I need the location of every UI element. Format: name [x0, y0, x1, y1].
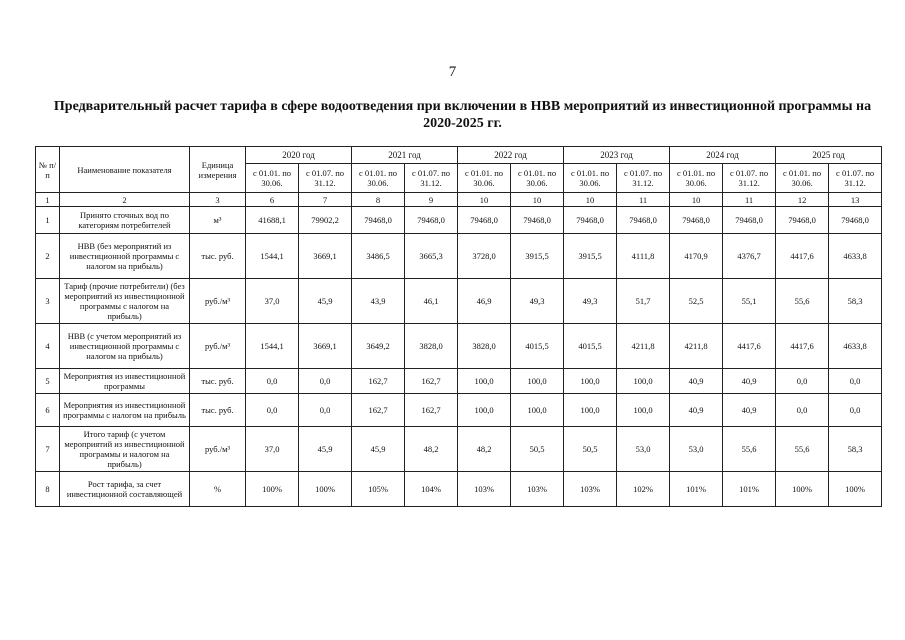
value-cell: 3915,5 [511, 234, 564, 279]
value-cell: 100% [776, 472, 829, 507]
value-cell: 4417,6 [723, 324, 776, 369]
table-row [36, 279, 882, 324]
header-year: 2020 год [246, 147, 352, 164]
value-cell: 49,3 [564, 279, 617, 324]
row-number: 5 [36, 369, 60, 394]
table-row [36, 207, 882, 234]
value-cell: 45,9 [299, 427, 352, 472]
value-cell: 4417,6 [776, 234, 829, 279]
value-cell: 53,0 [617, 427, 670, 472]
value-cell: 48,2 [458, 427, 511, 472]
value-cell: 0,0 [299, 369, 352, 394]
value-cell: 1544,1 [246, 234, 299, 279]
value-cell: 79468,0 [405, 207, 458, 234]
value-cell: 4211,8 [670, 324, 723, 369]
value-cell: 101% [670, 472, 723, 507]
unit: тыс. руб. [190, 394, 246, 427]
unit: руб./м³ [190, 427, 246, 472]
value-cell: 45,9 [299, 279, 352, 324]
value-cell: 49,3 [511, 279, 564, 324]
value-cell: 79468,0 [776, 207, 829, 234]
value-cell: 51,7 [617, 279, 670, 324]
value-cell: 40,9 [723, 394, 776, 427]
value-cell: 4111,8 [617, 234, 670, 279]
indicator-name: Рост тарифа, за счет инвестиционной составляющей [60, 472, 190, 507]
header-period: с 01.01. по 30.06. [458, 164, 511, 193]
value-cell: 79468,0 [564, 207, 617, 234]
value-cell: 55,6 [776, 427, 829, 472]
value-cell: 4633,8 [829, 324, 882, 369]
tariff-table [35, 146, 882, 507]
value-cell: 50,5 [511, 427, 564, 472]
value-cell: 100,0 [458, 369, 511, 394]
value-cell: 3669,1 [299, 324, 352, 369]
document-title: Предварительный расчет тарифа в сфере водоотведения при включении в НВВ мероприятий из инвестиционной программы на 2020-2025 гг. [53, 99, 872, 131]
value-cell: 79468,0 [829, 207, 882, 234]
table-row [36, 324, 882, 369]
value-cell: 162,7 [405, 394, 458, 427]
column-number: 12 [776, 193, 829, 207]
value-cell: 4170,9 [670, 234, 723, 279]
header-period: с 01.01. по 30.06. [670, 164, 723, 193]
column-number: 13 [829, 193, 882, 207]
value-cell: 58,3 [829, 427, 882, 472]
column-number: 11 [723, 193, 776, 207]
value-cell: 0,0 [829, 394, 882, 427]
header-year: 2024 год [670, 147, 776, 164]
column-number: 7 [299, 193, 352, 207]
value-cell: 103% [458, 472, 511, 507]
value-cell: 55,1 [723, 279, 776, 324]
row-number: 7 [36, 427, 60, 472]
value-cell: 104% [405, 472, 458, 507]
value-cell: 100% [299, 472, 352, 507]
indicator-name: Мероприятия из инвестиционной программы [60, 369, 190, 394]
value-cell: 3915,5 [564, 234, 617, 279]
value-cell: 0,0 [776, 369, 829, 394]
value-cell: 100,0 [617, 369, 670, 394]
header-period: с 01.07. по 31.12. [405, 164, 458, 193]
indicator-name: НВВ (без мероприятий из инвестиционной программы с налогом на прибыль) [60, 234, 190, 279]
table-row [36, 234, 882, 279]
header-year: 2023 год [564, 147, 670, 164]
column-number-row [36, 193, 882, 207]
value-cell: 79468,0 [617, 207, 670, 234]
unit: тыс. руб. [190, 369, 246, 394]
indicator-name: Мероприятия из инвестиционной программы с налогом на прибыль [60, 394, 190, 427]
value-cell: 4211,8 [617, 324, 670, 369]
value-cell: 41688,1 [246, 207, 299, 234]
value-cell: 3649,2 [352, 324, 405, 369]
unit: % [190, 472, 246, 507]
row-number: 1 [36, 207, 60, 234]
value-cell: 53,0 [670, 427, 723, 472]
column-number: 11 [617, 193, 670, 207]
column-number: 8 [352, 193, 405, 207]
value-cell: 0,0 [829, 369, 882, 394]
value-cell: 1544,1 [246, 324, 299, 369]
value-cell: 79902,2 [299, 207, 352, 234]
header-period: с 01.01. по 30.06. [246, 164, 299, 193]
column-number: 2 [60, 193, 190, 207]
indicator-name: Тариф (прочие потребители) (без мероприятий из инвестиционной программы с налогом на прибыль) [60, 279, 190, 324]
value-cell: 40,9 [670, 369, 723, 394]
column-number: 10 [670, 193, 723, 207]
value-cell: 79468,0 [723, 207, 776, 234]
value-cell: 3828,0 [458, 324, 511, 369]
value-cell: 105% [352, 472, 405, 507]
value-cell: 103% [511, 472, 564, 507]
value-cell: 3728,0 [458, 234, 511, 279]
header-period: с 01.01. по 30.06. [776, 164, 829, 193]
value-cell: 50,5 [564, 427, 617, 472]
header-period: с 01.07. по 31.12. [617, 164, 670, 193]
value-cell: 3669,1 [299, 234, 352, 279]
header-year: 2021 год [352, 147, 458, 164]
indicator-name: Итого тариф (с учетом мероприятий из инвестиционной программы и налогом на прибыль) [60, 427, 190, 472]
value-cell: 45,9 [352, 427, 405, 472]
column-number: 10 [511, 193, 564, 207]
header-period: с 01.01. по 30.06. [511, 164, 564, 193]
value-cell: 55,6 [776, 279, 829, 324]
value-cell: 46,9 [458, 279, 511, 324]
row-number: 8 [36, 472, 60, 507]
value-cell: 100,0 [458, 394, 511, 427]
indicator-name: НВВ (с учетом мероприятий из инвестиционной программы с налогом на прибыль) [60, 324, 190, 369]
value-cell: 37,0 [246, 279, 299, 324]
column-number: 10 [458, 193, 511, 207]
value-cell: 100,0 [564, 369, 617, 394]
header-year: 2022 год [458, 147, 564, 164]
value-cell: 0,0 [776, 394, 829, 427]
value-cell: 4633,8 [829, 234, 882, 279]
row-number: 2 [36, 234, 60, 279]
value-cell: 48,2 [405, 427, 458, 472]
value-cell: 3486,5 [352, 234, 405, 279]
header-year: 2025 год [776, 147, 882, 164]
value-cell: 58,3 [829, 279, 882, 324]
value-cell: 79468,0 [670, 207, 723, 234]
header-period: с 01.07. по 31.12. [299, 164, 352, 193]
value-cell: 162,7 [352, 369, 405, 394]
table-row [36, 394, 882, 427]
value-cell: 101% [723, 472, 776, 507]
value-cell: 46,1 [405, 279, 458, 324]
value-cell: 162,7 [405, 369, 458, 394]
row-number: 4 [36, 324, 60, 369]
header-name: Наименование показателя [60, 147, 190, 193]
value-cell: 100,0 [511, 369, 564, 394]
value-cell: 4015,5 [511, 324, 564, 369]
header-num: № п/п [36, 147, 60, 193]
column-number: 9 [405, 193, 458, 207]
table-row [36, 427, 882, 472]
value-cell: 100% [246, 472, 299, 507]
unit: тыс. руб. [190, 234, 246, 279]
header-period: с 01.01. по 30.06. [564, 164, 617, 193]
unit: м³ [190, 207, 246, 234]
value-cell: 102% [617, 472, 670, 507]
table-row [36, 472, 882, 507]
value-cell: 100% [829, 472, 882, 507]
value-cell: 100,0 [564, 394, 617, 427]
value-cell: 55,6 [723, 427, 776, 472]
value-cell: 0,0 [299, 394, 352, 427]
column-number: 6 [246, 193, 299, 207]
value-cell: 0,0 [246, 369, 299, 394]
value-cell: 40,9 [723, 369, 776, 394]
column-number: 10 [564, 193, 617, 207]
value-cell: 3665,3 [405, 234, 458, 279]
value-cell: 37,0 [246, 427, 299, 472]
value-cell: 43,9 [352, 279, 405, 324]
value-cell: 4015,5 [564, 324, 617, 369]
header-period: с 01.07. по 31.12. [723, 164, 776, 193]
table-row [36, 369, 882, 394]
value-cell: 4376,7 [723, 234, 776, 279]
value-cell: 0,0 [246, 394, 299, 427]
value-cell: 79468,0 [458, 207, 511, 234]
header-unit: Единица измерения [190, 147, 246, 193]
column-number: 1 [36, 193, 60, 207]
page-number: 7 [448, 64, 457, 80]
value-cell: 103% [564, 472, 617, 507]
value-cell: 79468,0 [511, 207, 564, 234]
value-cell: 4417,6 [776, 324, 829, 369]
value-cell: 40,9 [670, 394, 723, 427]
column-number: 3 [190, 193, 246, 207]
header-period: с 01.07. по 31.12. [829, 164, 882, 193]
row-number: 3 [36, 279, 60, 324]
unit: руб./м³ [190, 324, 246, 369]
unit: руб./м³ [190, 279, 246, 324]
header-period: с 01.01. по 30.06. [352, 164, 405, 193]
row-number: 6 [36, 394, 60, 427]
value-cell: 100,0 [617, 394, 670, 427]
value-cell: 3828,0 [405, 324, 458, 369]
value-cell: 162,7 [352, 394, 405, 427]
value-cell: 100,0 [511, 394, 564, 427]
value-cell: 52,5 [670, 279, 723, 324]
indicator-name: Принято сточных вод по категориям потребителей [60, 207, 190, 234]
value-cell: 79468,0 [352, 207, 405, 234]
